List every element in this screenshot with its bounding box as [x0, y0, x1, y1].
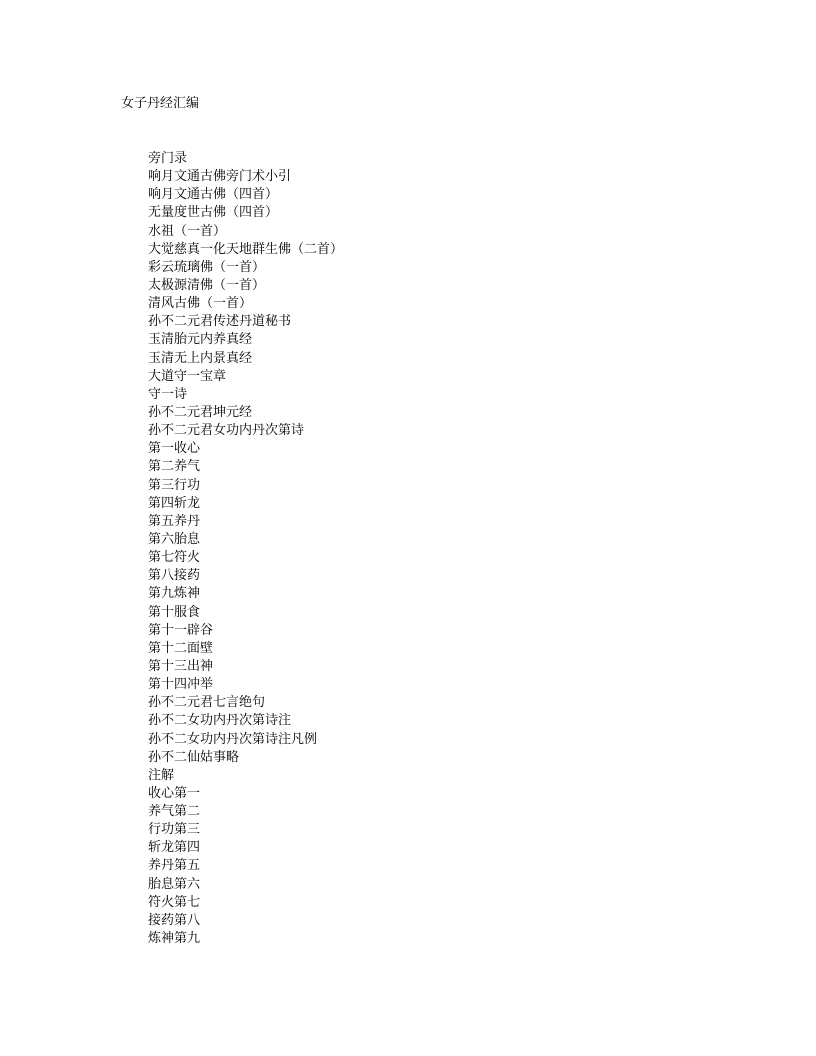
toc-entry: 旁门录	[148, 151, 188, 166]
toc-entry: 太极源清佛（一首）	[148, 277, 266, 293]
toc-entry: 养气第二	[148, 804, 201, 820]
toc-entry: 无量度世古佛（四首）	[148, 205, 279, 221]
toc-entry: 注解	[148, 767, 175, 783]
toc-entry: 第八接药	[148, 568, 201, 584]
toc-entry: 第六胎息	[148, 531, 201, 547]
toc-entry: 第一收心	[148, 441, 201, 457]
toc-entry: 第二养气	[148, 459, 201, 475]
toc-entry: 孙不二元君坤元经	[148, 404, 253, 420]
toc-entry: 第十四冲举	[148, 677, 214, 693]
toc-entry: 第十一辟谷	[148, 622, 214, 638]
toc-entry: 彩云琉璃佛（一首）	[148, 259, 266, 275]
toc-entry: 第九炼神	[148, 586, 201, 602]
toc-entry: 第三行功	[148, 477, 201, 493]
toc-entry: 第十二面壁	[148, 640, 214, 656]
toc-entry: 水祖（一首）	[148, 223, 227, 239]
toc-entry: 接药第八	[148, 912, 201, 928]
toc-entry: 孙不二仙姑事略	[148, 749, 240, 765]
toc-entry: 玉清胎元内养真经	[148, 332, 253, 348]
toc-entry: 响月文通古佛（四首）	[148, 187, 279, 203]
toc-entry: 第七符火	[148, 550, 201, 566]
toc-entry: 第十三出神	[148, 658, 214, 674]
toc-entry: 孙不二元君女功内丹次第诗	[148, 423, 305, 439]
toc-entry: 养丹第五	[148, 858, 201, 874]
toc-entry: 大道守一宝章	[148, 368, 227, 384]
toc-entry: 孙不二元君传述丹道秘书	[148, 314, 292, 330]
toc-entry: 孙不二元君七言绝句	[148, 695, 266, 711]
toc-entry: 炼神第九	[148, 931, 201, 947]
toc-entry: 大觉慈真一化天地群生佛（二首）	[148, 241, 344, 257]
table-of-contents	[148, 150, 343, 948]
toc-entry: 孙不二女功内丹次第诗注	[148, 713, 292, 729]
toc-entry: 玉清无上内景真经	[148, 350, 253, 366]
toc-entry: 第五养丹	[148, 513, 201, 529]
toc-entry: 孙不二女功内丹次第诗注凡例	[148, 731, 318, 747]
toc-entry: 胎息第六	[148, 876, 201, 892]
toc-entry: 响月文通古佛旁门术小引	[148, 169, 292, 185]
toc-entry: 收心第一	[148, 785, 201, 801]
toc-entry: 清风古佛（一首）	[148, 296, 253, 312]
toc-entry: 斩龙第四	[148, 840, 201, 856]
toc-entry: 符火第七	[148, 894, 201, 910]
toc-entry: 第四斩龙	[148, 495, 201, 511]
toc-entry: 守一诗	[148, 386, 188, 402]
document-title: 女子丹经汇编	[121, 96, 200, 111]
toc-entry: 行功第三	[148, 822, 201, 838]
toc-entry: 第十服食	[148, 604, 201, 620]
